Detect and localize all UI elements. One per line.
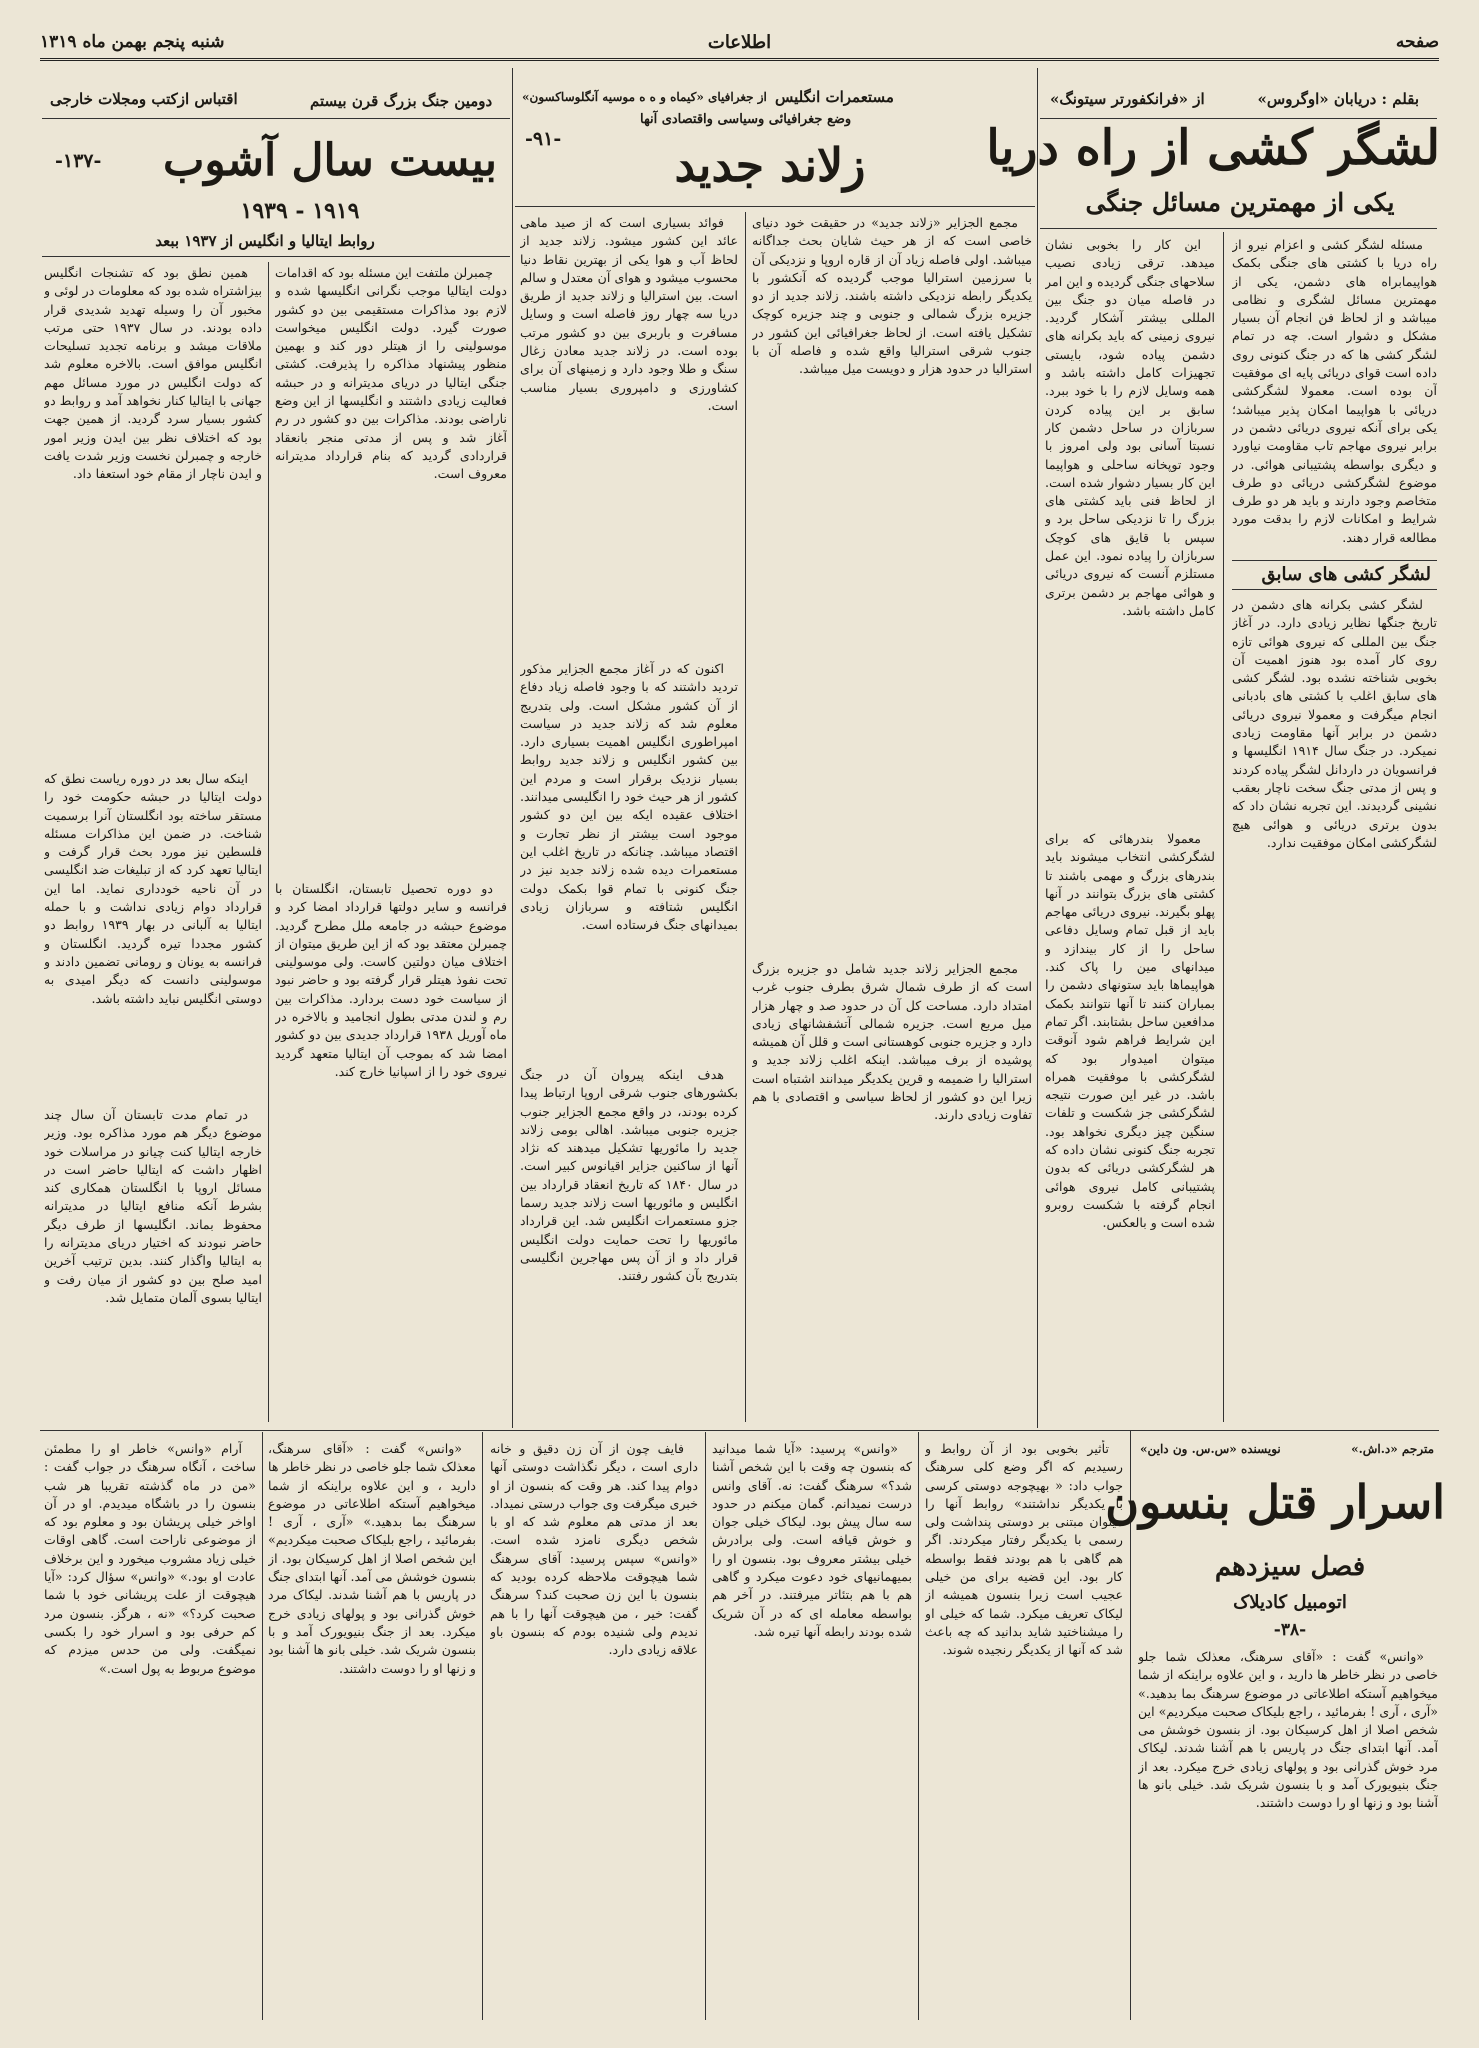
paragraph: تأثیر بخوبی بود از آن روابط و رسیدیم که اگر وضع کلی سرهنگ جواب داد: « بهیچوجه دوستی کرسی با یکدیگر نداشتند» روابط آنها را میتوان مبتنی بر دوستی پنداشت ولی رسمی با یکدیگر رفتار میکردند. اگر هم گاهی با هم بودند فقط بواسطه کار بود. این قضیه برای من خیلی عجیب است زیرا بنسون همیشه از لیکاک تعریف میکرد. شما که خیلی او را میشناختید شاید بدانید که چه باعث شد که آنها از یکدیگر رنجیده شوند. (925, 1441, 1123, 1658)
paragraph: دو دوره تحصیل تابستان، انگلستان با فرانسه و سایر دولتها قرارداد امضا کرد و موضوع حبشه در جامعه ملل مطرح گردید. چمبرلن معتقد بود که از این طریق میتوان از اختلاف میان دولتین کاست. ولی موسولینی تحت نفوذ هیتلر قرار گرفته بود و حاضر نبود از سیاست خود دست بردارد. مذاکرات بین رم و لندن مدتی بطول انجامید و بالاخره در ماه آوریل ۱۹۳۸ قرارداد جدیدی بین دو کشور امضا شد که بموجب آن ایتالیا متعهد گردید نیروی خود را از اسپانیا خارج کند. (275, 881, 507, 1079)
section-divider (40, 1430, 1439, 1431)
col2-text-b (520, 214, 738, 654)
story-chapter: فصل سیزدهم (1214, 1552, 1366, 1582)
paragraph: معمولا بندرهائی که برای لشگرکشی انتخاب میشوند باید بندرهای بزرگ و مهمی باشند تا کشتی های بزرگ بتوانند در آنها پهلو بگیرند. نیروی دریائی مهاجم باید از قبل تمام وسایل دفاعی ساحل را از کار بیندازد و میدانهای مین را پاک کند. هواپیماها باید ستونهای دشمن را بمباران کنند تا آنها نتوانند بکمک مدافعین ساحل بشتابند. اگر تمام این شرایط فراهم شود آنوقت میتوان امیدوار بود که لشگرکشی با موفقیت همراه باشد. در غیر این صورت نتیجه لشگرکشی جز شکست و تلفات سنگین چیز دیگری نخواهد بود. تجربه جنگ کنونی نشان داده که هر لشگرکشی دریائی که بدون پشتیبانی کامل نیروی هوائی انجام گرفته با شکست روبرو شده است و بالعکس. (1045, 831, 1215, 1231)
col1-text-a (1232, 236, 1437, 556)
paragraph: اینکه سال بعد در دوره ریاست نطق که دولت ایتالیا در حبشه حکومت خود را مستقر ساخته بود انگلستان آنرا برسمیت شناخت. در ضمن این مذاکرات مسئله فلسطین نیز مورد بحث قرار گرفت و ایتالیا تعهد کرد که از تبلیغات ضد انگلیسی در آن ناحیه خودداری نماید. اما این قرارداد دوام زیادی نداشت و با حمله ایتالیا به آلبانی در بهار ۱۹۳۹ روابط دو کشور مجددا تیره گردید. انگلستان و فرانسه به یونان و رومانی تضمین دادند و موسولینی دانست که دیگر امیدی به دوستی انگلیس نباید داشته باشد. (44, 771, 262, 1006)
paragraph: در تمام مدت تابستان آن سال چند موضوع دیگر هم مورد مذاکره بود. وزیر خارجه ایتالیا کنت چیانو در مراسلات خود اظهار داشت که ایتالیا حاضر است در مسائل اروپا با انگلستان همکاری کند بشرط آنکه منافع ایتالیا در مدیترانه محفوظ بماند. انگلیسها از طرف دیگر حاضر نبودند که اختیار دریای مدیترانه را به ایتالیا واگذار کنند. بدین ترتیب آخرین امید صلح بین دو کشور از میان رفت و ایتالیا بسوی آلمان متمایل شد. (44, 1107, 262, 1305)
rule (515, 206, 1035, 207)
col3-text-a (275, 264, 507, 874)
column-divider (1223, 232, 1224, 1422)
story-text-c (712, 1440, 912, 2020)
col2-text-a (752, 214, 1032, 954)
col2-subhead: وضع جغرافیائی وسیاسی واقتصادی آنها (640, 112, 852, 127)
rule (42, 118, 510, 119)
story-author: نویسنده «س.س. ون داین» (1140, 1442, 1281, 1456)
col2-text-d (520, 660, 738, 1060)
newspaper-header (40, 28, 1439, 61)
col1-subtitle: یکی از مهمترین مسائل جنگی (1085, 188, 1395, 217)
col1-section-box (1232, 560, 1437, 590)
story-translator: مترجم «د.اش.» (1351, 1442, 1434, 1456)
col3-section-label: اقتباس ازکتب ومجلات خارجی (50, 90, 238, 108)
paragraph: مجمع الجزایر زلاند جدید شامل دو جزیره بزرگ است که از طرف شمال شرق بطرف جنوب غرب امتداد دارد. مساحت کل آن در حدود صد و چهار هزار میل مربع است. جزیره شمالی آتشفشانهای زیادی دارد و جزیره جنوبی کوهستانی است و قلل آن همیشه پوشیده از برف میباشد. اینکه اغلب زلاند جدید و استرالیا را ضمیمه و قرین یکدیگر میدانند اشتباه است زیرا این دو کشور از لحاظ سیاسی و اقتصادی با هم تفاوت زیادی دارند. (752, 961, 1032, 1123)
column-divider (918, 1432, 919, 2020)
col1-byline: بقلم : دریابان «اوگروس» (1257, 90, 1419, 108)
paragraph: فوائد بسیاری است که از صید ماهی عائد این کشور میشود. زلاند جدید از لحاظ آب و هوا یکی از بهترین نقاط دنیا محسوب میشود و هوای آن معتدل و سالم است. بین استرالیا و زلاند جدید از طریق دریا سه چهار روز فاصله است و وسایل مسافرت و باربری بین دو کشور مرتب بوده است. در زلاند جدید معادن زغال سنگ و طلا وجود دارد و زمینهای آن برای کشاورزی و دامپروری بسیار مناسب است. (520, 215, 738, 413)
col1-source: از «فرانکفورتر سیتونگ» (1050, 90, 1205, 108)
col1-section-heading: لشگر کشی های سابق (1261, 564, 1431, 585)
paragraph: هدف اینکه پیروان آن در جنگ بکشورهای جنوب شرقی اروپا ارتباط پیدا کرده بودند، در واقع مجمع الجزایر جنوب جزیره جنوبی میباشد. اهالی بومی زلاند جدید را مائوریها تشکیل میدهند که نژاد آنها از ساکنین جزایر اقیانوس کبیر است. در سال ۱۸۴۰ که تاریخ انعقاد قرارداد بین انگلیس و مائوریها است زلاند جدید رسما جزو مستعمرات انگلیس شد. این قرارداد مائوریها را تحت حمایت دولت انگلیس قرار داد و از آن پس مهاجرین انگلیسی بتدریج بآن کشور رفتند. (520, 1067, 738, 1284)
story-installment-number: -۳۸- (1273, 1620, 1307, 1640)
paragraph: لشگر کشی بکرانه های دشمن در تاریخ جنگها نظایر زیادی دارد. در آغاز جنگ بین المللی که نیروی هوائی تازه روی کار آمده بود هنوز اهمیت آن بخوبی شناخته نشده بود. لشگر کشی های سابق اغلب با کشتی های بادبانی انجام میگرفت و معمولا نیروی دریائی دشمن در برابر آنها مقاومت زیادی نمیکرد. در جنگ سال ۱۹۱۴ انگلیسها و فرانسویان در داردانل لشگر پیاده کردند و پس از مدتی جنگ سخت ناچار بعقب نشینی گردیدند. این تجربه نشان داد که بدون برتری دریائی و هوائی هیچ لشگرکشی امکان موفقیت ندارد. (1232, 597, 1437, 850)
header-paper-name: اطلاعات (707, 32, 772, 53)
column-divider (482, 1432, 483, 2020)
col2-text-c (752, 960, 1032, 1422)
paragraph: فایف چون از آن زن دقیق و خانه داری است ، دیگر نگذاشت دوستی آنها دوام پیدا کند. هر وقت که بنسون از او خبری میگرفت وی جواب درستی نمیداد. بعد از مدتی هم معلوم شد که او با شخص دیگری نامزد شده است. «وانس» سپس پرسید: آقای سرهنگ شما هیچوقت ملاحظه کرده بودید که بنسون با این زن صحبت کند؟ سرهنگ گفت: خیر ، من هیچوقت آنها را با هم ندیدم ولی شنیده بودم که بنسون باو علاقه زیادی دارد. (490, 1441, 698, 1658)
story-text-d (490, 1440, 698, 2020)
paragraph: «وانس» گفت : «آقای سرهنگ، معذلک شما جلو خاصی در نظر خاطر ها دارید ، و این علاوه براینکه از شما میخواهیم آستکه اطلاعاتی در موضوع سرهنگ بما بدهید.» «آری ، آری ! بفرمائید ، راجع بلیکاک صحبت میکردیم» این شخص اصلا از اهل کرسیکان بود. از بنسون خوشش می آمد. آنها ابتدای جنگ در پاریس با هم آشنا شدند. لیکاک مرد خوش گذرانی بود و پولهای زیادی خرج میکرد. بعد از جنگ بنیویورک آمد و با بنسون شریک شد. خیلی بانو ها آشنا بود و زنها او را دوست داشتند. (268, 1441, 476, 1676)
story-title: اسرار قتل بنسون (1105, 1475, 1445, 1529)
header-page-label: صفحه (1395, 32, 1439, 52)
column-divider (745, 212, 746, 1422)
col3-dates: ۱۹۱۹ - ۱۹۳۹ (240, 198, 360, 224)
paragraph: مجمع الجزایر «زلاند جدید» در حقیقت خود دنیای خاصی است که از هر حیث شایان بحث جداگانه میباشد. اولی فاصله زیاد آن از قاره اروپا و نزدیکی آن با سرزمین استرالیا موجب گردیده که آنکشور با یکدیگر رابطه نزدیکی داشته باشند. زلاند جدید از دو جزیره بزرگ شمالی و جنوبی و چند جزیره کوچک تشکیل یافته است. از لحاظ جغرافیائی این کشور در جنوب شرقی استرالیا واقع شده و فاصله آن با استرالیا در حدود هزار و دویست میل میباشد. (752, 215, 1032, 377)
paragraph: این کار را بخوبی نشان میدهد. ترقی زیادی نصیب سلاحهای جنگی گردیده و این امر در فاصله میان دو جنگ بین المللی بیشتر آشکار گردید. نیروی زمینی که باید بکرانه های دشمن پیاده شود، بایستی تجهیزات کامل داشته باشد و همه وسایل لازم را با خود ببرد. سابق بر این پیاده کردن سربازان در ساحل دشمن کار نسبتا آسانی بود ولی امروز با وجود توپخانه ساحلی و هواپیما این کار بسیار دشوار شده است. از لحاظ فنی باید کشتی های بزرگ را تا نزدیکی ساحل برد و سپس با قایق های کوچک سربازان را پیاده نمود. این عمل مستلزم آنست که نیروی دریائی و هوائی مهاجم بر دشمن برتری کامل داشته باشد. (1045, 237, 1215, 618)
col1-text-d (1045, 830, 1215, 1422)
col2-installment-number: -۹۱- (525, 128, 562, 150)
story-text-b (925, 1440, 1123, 2020)
column-divider (268, 262, 269, 1422)
col3-installment-number: -۱۳۷- (55, 150, 102, 172)
col3-source: دومین جنگ بزرگ قرن بیستم (310, 92, 493, 110)
paragraph: آرام «وانس» خاطر او را مطمئن ساخت ، آنگاه سرهنگ در جواب گفت : «من در ماه گذشته تقریبا هر شب بنسون را در باشگاه میدیدم. او در آن اواخر خیلی پریشان بود و معلوم بود که از موضوعی ناراحت است. گاهی اوقات خیلی زیاد مشروب میخورد و این برخلاف عادت او بود.» «وانس» سؤال کرد: «آیا هیچوقت از علت پریشانی خود با شما صحبت کرد؟» «نه ، هرگز. بنسون مرد کم حرفی بود و اسرار خود را بکسی نمیگفت. ولی من حدس میزدم که موضوع مربوط به پول است.» (44, 1441, 256, 1676)
rule (1040, 228, 1437, 229)
story-text-a (1138, 1648, 1438, 2020)
paragraph: مسئله لشگر کشی و اعزام نیرو از راه دریا با کشتی های جنگی بکمک هواپیمابراه های دشمن، یکی از مهمترین مسائل لشگری و نظامی میباشد و از لحاظ فن انجام آن بسیار مشکل و دشوار است. چه در تمام لشگر کشی ها که در جنگ کنونی روی داده است قوای دریائی پایه ای موفقیت آن بوده است. معمولا لشگرکشی دریائی با هواپیما امکان پذیر میباشد؛ یکی برای آنکه نیروی دریائی دشمن در برابر نیروی مهاجم تاب مقاومت نیاورد و دیگری بواسطه پشتیبانی هوائی. در موضوع لشگرکشی دریائی دو طرف متخاصم وجود دارند و باید هر دو طرف شرایط و امکانات لازم را بدقت مورد مطالعه قرار دهند. (1232, 237, 1437, 545)
col3-text-c (275, 880, 507, 1422)
col1-text-c (1045, 236, 1215, 826)
col3-title: بیست سال آشوب (162, 135, 498, 186)
paragraph: «وانس» پرسید: «آیا شما میدانید که بنسون چه وقت با این شخص آشنا شد؟» سرهنگ گفت: نه. آقای وانس درست نمیدانم. گمان میکنم در حدود سه سال پیش بود. لیکاک خیلی جوان و خوش قیافه است. ولی برادرش خیلی بیشتر معروف بود. بنسون او را بمیهمانیهای خود دعوت میکرد و گاهی هم با هم بتئاتر میرفتند. در آخر هم بواسطه معامله ای که در آن شریک شده بودند رابطه آنها تیره شد. (712, 1441, 912, 1639)
column-divider (705, 1432, 706, 2020)
paragraph: چمبرلن ملتفت این مسئله بود که اقدامات دولت ایتالیا موجب نگرانی انگلیسها شده و لازم بود مذاکرات مستقیمی بین دو کشور صورت گیرد. دولت انگلیس میخواست موسولینی را از هیتلر دور کند و بهمین منظور پیشنهاد مذاکره را پذیرفت. کشتی جنگی ایتالیا در دریای مدیترانه و در حبشه فعالیت زیادی داشتند و انگلیسها از این وضع ناراضی بودند. مذاکرات بین دو کشور در رم آغاز شد و پس از مدتی منجر بانعقاد قراردادی گردید که بنام قرارداد مدیترانه معروف است. (275, 265, 507, 482)
rule (1040, 118, 1437, 119)
col2-title: زلاند جدید (674, 138, 866, 192)
col2-text-e (520, 1066, 738, 1422)
col3-text-e (44, 1106, 262, 1422)
paragraph: «وانس» گفت : «آقای سرهنگ، معذلک شما جلو خاصی در نظر خاطر ها دارید ، و این علاوه براینکه از شما میخواهیم آستکه اطلاعاتی در موضوع سرهنگ بما بدهید.» «آری ، آری ! بفرمائید ، راجع بلیکاک صحبت میکردیم» این شخص اصلا از اهل کرسیکان بود. از بنسون خوشش می آمد. آنها ابتدای جنگ در پاریس با هم آشنا شدند. لیکاک مرد خوش گذرانی بود و پولهای زیادی خرج میکرد. بعد از جنگ بنیویورک آمد و با بنسون شریک شد. خیلی بانو ها آشنا بود و زنها او را دوست داشتند. (1138, 1649, 1438, 1811)
col3-text-d (44, 770, 262, 1100)
col3-subhead: روابط ایتالیا و انگلیس از ۱۹۳۷ ببعد (155, 232, 375, 250)
paragraph: اکنون که در آغاز مجمع الجزایر مذکور تردید داشتند که با وجود فاصله زیاد دفاع از آن کشور مشکل است. ولی بتدریج معلوم شد که زلاند جدید در سیاست امپراطوری انگلیس اهمیت بسیاری دارد. بین کشور انگلیس و زلاند جدید روابط بسیار نزدیک برقرار است و مردم این کشور از هر حیث خود را انگلیسی میدانند. اختلاف عقیده ایکه بین این دو کشور موجود است بیشتر از نظر تجارت و اقتصاد میباشد. چنانکه در تاریخ اغلب این مستعمرات دیده شده زلاند جدید نیز در جنگ کنونی با تمام قوا بکمک دولت انگلیس شتافته و سربازان زیادی بمیدانهای جنگ فرستاده است. (520, 661, 738, 933)
column-divider (1037, 68, 1038, 1428)
story-subtitle: اتومبیل کادیلاک (1233, 1592, 1347, 1613)
col2-source-b: از جغرافیای «کیماه و ه ه موسیه آنگلوساکسون» (522, 90, 767, 104)
column-divider (262, 1432, 263, 2020)
column-divider (512, 68, 513, 1428)
story-text-e (44, 1440, 256, 2020)
col1-title: لشگر کشی از راه دریا (986, 120, 1440, 176)
col3-text-b (44, 264, 262, 764)
header-date: شنبه پنجم بهمن ماه ۱۳۱۹ (40, 32, 225, 52)
col1-text-b (1232, 596, 1437, 1421)
col2-source-a: مستعمرات انگلیس (775, 88, 894, 106)
rule (42, 256, 510, 257)
paragraph: همین نطق بود که تشنجات انگلیس بیزاشتراه شده بود که معلومات در لوئی و مخبور آن را وسیله تهدید شدیدی قرار داده بودند. در سال ۱۹۳۷ حتی مرتب ملاقات میشد و برنامه تجدید تسلیحات انگلیس موافق است. بالاخره معلوم شد که دولت انگلیس در مورد مسائل مهم جهانی با ایتالیا کنار نخواهد آمد و روابط دو کشور بسیار سرد گردید. از همین جهت بود که اختلاف نظر بین ایدن وزیر امور خارجه و چمبرلن نخست وزیر شدت یافت و ایدن ناچار از مقام خود استعفا داد. (44, 265, 262, 482)
story-text-e-cont (268, 1440, 476, 2020)
